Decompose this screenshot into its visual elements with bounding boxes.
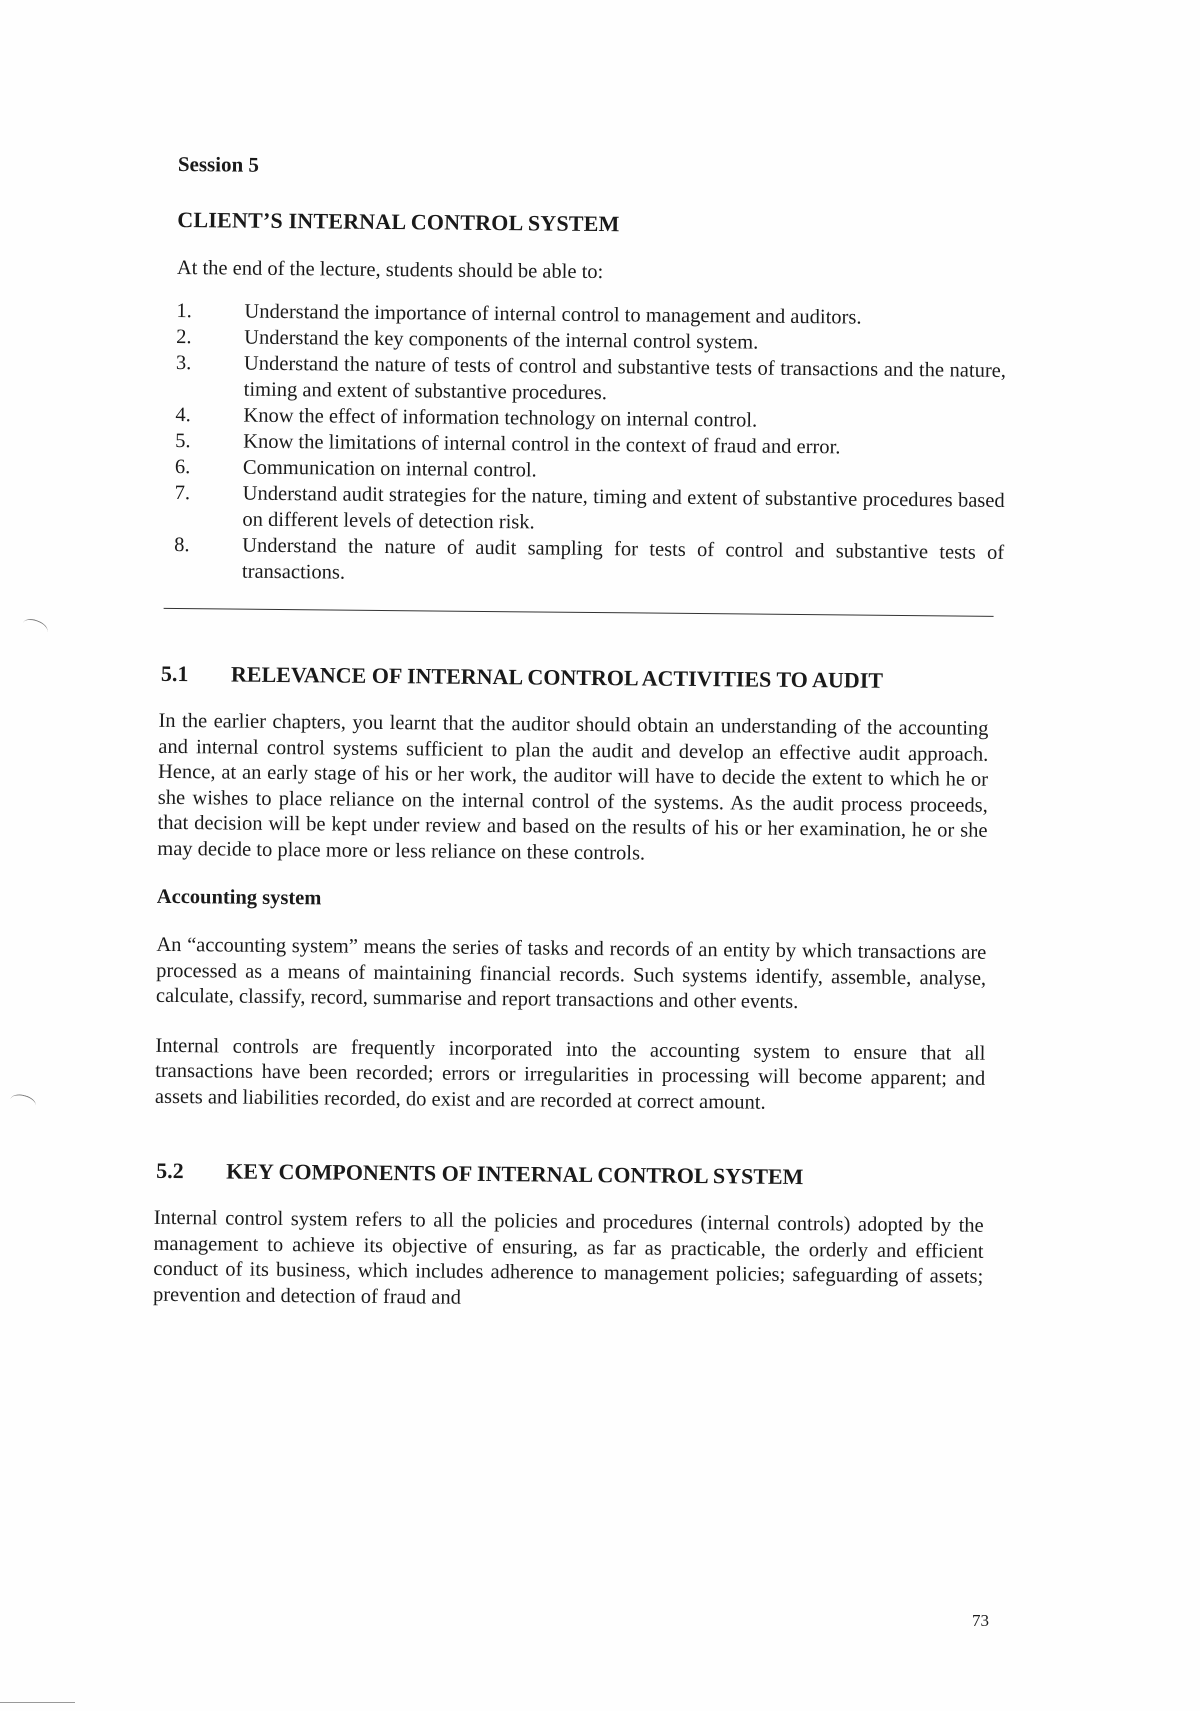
section-heading-5-2 xyxy=(156,1158,998,1192)
internal-controls-paragraph: Internal controls are frequently incorporated into the accounting system to ensure that all transactions have been recorded; errors or irregularities in processing will become apparent; and assets and liabilities recorded, do exist and are recorded at correct amount. xyxy=(154,1034,986,1114)
objective-text: Know the effect of information technology on internal control. xyxy=(243,404,758,432)
objective-text: Understand the key components of the internal control system. xyxy=(244,326,759,354)
section-number: 5.1 xyxy=(160,660,189,687)
objective-number: 1. xyxy=(176,299,192,323)
objective-item xyxy=(174,532,1004,592)
objective-number: 6. xyxy=(174,455,191,479)
objective-text: Understand the nature of audit sampling for tests of control and substantive tests of transactions. xyxy=(241,534,1005,584)
scan-artifact-mark xyxy=(20,616,50,639)
objectives-intro: At the end of the lecture, students should be able to: xyxy=(176,256,604,284)
section-5-2-paragraph: Internal control system refers to all the policies and procedures (internal controls) adopted by the management to achieve its objective of ensuring, as far as practicable, the orderly and efficient conduct of its business, which includes adherence to management policies; safeguarding of assets; prevention and detection of fraud and xyxy=(152,1206,984,1309)
page-number: 73 xyxy=(972,1611,989,1630)
objective-number: 7. xyxy=(174,481,191,505)
chapter-title: CLIENT’S INTERNAL CONTROL SYSTEM xyxy=(177,206,620,237)
objective-text: Understand the importance of internal control to management and auditors. xyxy=(244,300,862,329)
scan-edge-line xyxy=(0,1702,75,1703)
scan-artifact-mark xyxy=(9,1092,38,1113)
objective-text: Understand audit strategies for the nature, timing and extent of substantive procedures based on different levels of detection risk. xyxy=(242,482,1005,534)
page-content xyxy=(152,152,1008,1340)
section-number: 5.2 xyxy=(156,1157,184,1184)
section-5-1-paragraph: In the earlier chapters, you learnt that the auditor should obtain an understanding of the accounting and internal control systems sufficient to plan the audit and develop an effective audit approach. Hence, at an early stage of his or her work, the auditor will have to decide the extent to which he or she wishes to place reliance on the internal control of the systems. As the audit process proceeds, that decision will be kept under review and based on the results of his or her examination, he or she may decide to place more or less reliance on these controls. xyxy=(157,709,989,865)
objective-number: 4. xyxy=(175,403,191,427)
section-title: RELEVANCE OF INTERNAL CONTROL ACTIVITIES TO AUDIT xyxy=(230,661,884,693)
objective-number: 8. xyxy=(174,533,190,557)
session-label: Session 5 xyxy=(177,152,260,177)
objective-item xyxy=(174,480,1004,540)
section-divider xyxy=(164,608,994,617)
learning-objectives-list xyxy=(174,298,1007,592)
section-title: KEY COMPONENTS OF INTERNAL CONTROL SYSTEM xyxy=(226,1158,804,1190)
objective-text: Know the limitations of internal control in the context of fraud and error. xyxy=(243,430,841,459)
objective-number: 3. xyxy=(175,351,192,375)
section-heading-5-1 xyxy=(161,661,1003,695)
objective-number: 5. xyxy=(175,429,191,453)
accounting-system-subheading: Accounting system xyxy=(156,885,322,910)
objective-text: Understand the nature of tests of control and substantive tests of transactions and the nature, timing and extent of substantive procedures. xyxy=(243,352,1007,405)
objective-text: Communication on internal control. xyxy=(242,456,537,482)
objective-item xyxy=(176,350,1006,410)
objective-number: 2. xyxy=(176,325,192,349)
accounting-system-paragraph: An “accounting system” means the series of tasks and records of an entity by which transactions are processed as a means of maintaining financial records. Such systems identify, assemble, analyse, calculate, classify, record, summarise and report transactions and other events. xyxy=(155,933,987,1013)
